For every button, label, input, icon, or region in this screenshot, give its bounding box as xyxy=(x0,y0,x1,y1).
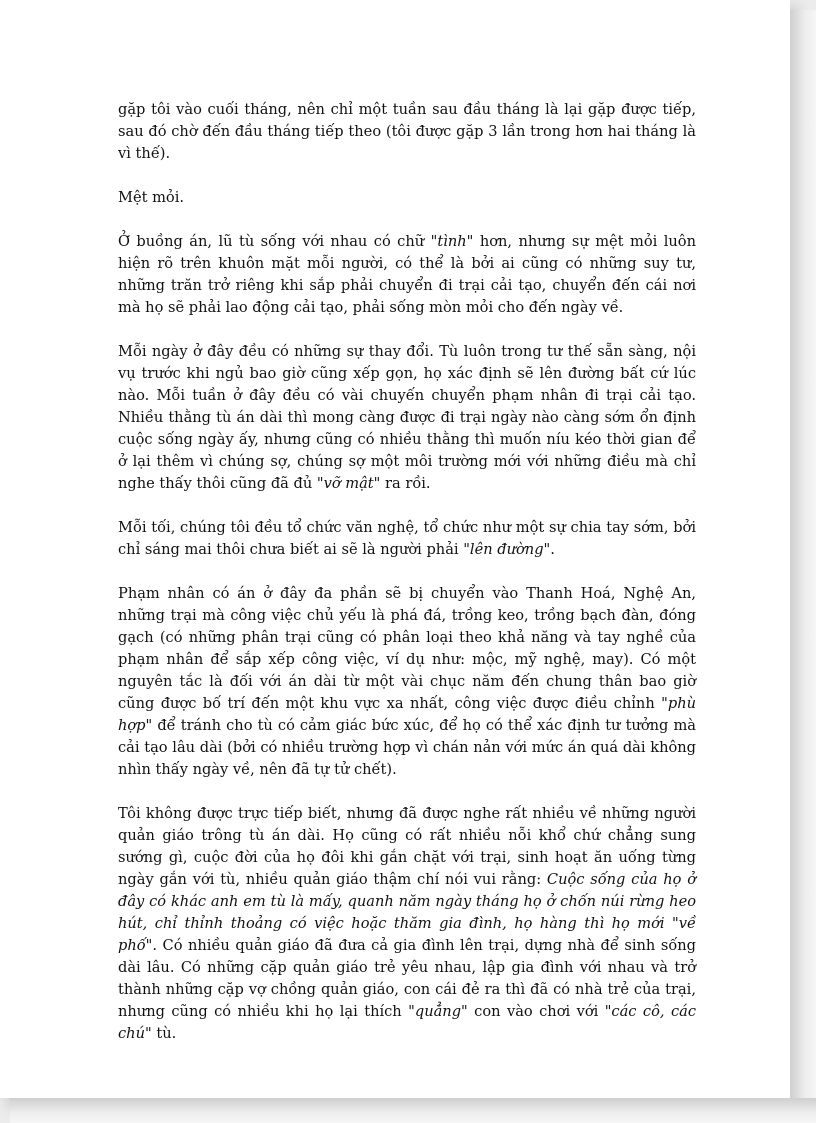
paragraph-5-emphasis: "lên đường" xyxy=(463,541,551,558)
paragraph-5 xyxy=(118,517,696,561)
paragraph-4-text-a: Mỗi ngày ở đây đều có những sự thay đổi. Tù luôn trong tư thế sẵn sàng, nội vụ trước khi ngủ bao giờ cũng xếp gọn, họ xác định sẽ lên đường bất cứ lúc nào. Mỗi tuần ở đây đều có vài chuyến chuyển phạm nhân đi trại cải tạo. Nhiều thằng tù án dài thì mong càng được đi trại ngày nào càng sớm ổn định cuộc sống ngày ấy, nhưng cũng có nhiều thằng thì muốn níu kéo thời gian để ở lại thêm vì chúng sợ, chúng sợ một môi trường mới với những điều mà chỉ nghe thấy thôi cũng đã đủ xyxy=(118,343,696,492)
paragraph-2-text: Mệt mỏi. xyxy=(118,189,185,206)
paragraph-6-text-a: Phạm nhân có án ở đây đa phần sẽ bị chuyển vào Thanh Hoá, Nghệ An, những trại mà công việc chủ yếu là phá đá, trồng keo, trồng bạch đàn, đóng gạch (có những phân trại cũng có phân loại theo khả năng và tay nghề của phạm nhân để sắp xếp công việc, ví dụ như: mộc, mỹ nghệ, may). Có một nguyên tắc là đối với án dài từ một vài chục năm đến chung thân bao giờ cũng được bố trí đến một khu vực xa nhất, công việc được điều chỉnh xyxy=(118,585,696,712)
paragraph-6-emphasis: "phù hợp" xyxy=(118,695,696,734)
paragraph-3-text-a: Ở buồng án, lũ tù sống với nhau có chữ xyxy=(118,233,431,250)
paragraph-7-quote: Cuộc sống của họ ở đây có khác anh em tù là mấy, quanh năm ngày tháng họ ở chốn núi rừng heo hút, chỉ thỉnh thoảng có việc hoặc thăm gia đình, họ hàng thì họ mới "về phố". xyxy=(118,871,697,954)
paragraph-7 xyxy=(118,803,696,1045)
paragraph-7-emphasis-1: "quẳng" xyxy=(408,1003,468,1020)
paragraph-7-text-c: Có nhiều quản giáo đã đưa cả gia đình lên trại, dựng nhà để sinh sống dài lâu. Có những cặp quản giáo trẻ yêu nhau, lập gia đình với nhau và trở thành những cặp vợ chồng quản giáo, con cái đẻ ra thì đã có nhà trẻ của trại, nhưng cũng có nhiều khi họ lại thích xyxy=(118,937,696,1020)
paragraph-2 xyxy=(118,187,696,209)
paragraph-4 xyxy=(118,341,696,495)
paragraph-3 xyxy=(118,231,696,319)
paragraph-3-emphasis: "tình" xyxy=(430,233,474,250)
paragraph-7-text-a: Tôi không được trực tiếp biết, nhưng đã được nghe rất nhiều về những người quản giáo trông tù án dài. Họ cũng có rất nhiều nỗi khổ chứ chẳng sung sướng gì, cuộc đời của họ đôi khi gắn chặt với trại, sinh hoạt ăn uống từng ngày gắn với tù, nhiều quản giáo thậm chí nói vui rằng: xyxy=(118,805,696,888)
paragraph-7-emphasis-2: "các cô, các chú" xyxy=(118,1003,696,1042)
page-shadow-right xyxy=(790,10,816,1123)
page-shadow-bottom xyxy=(10,1098,816,1123)
paragraph-7-text-g: tù. xyxy=(151,1025,177,1042)
paragraph-4-emphasis: "vỡ mật" xyxy=(316,475,381,492)
paragraph-4-text-c: ra rồi. xyxy=(380,475,431,492)
page-body xyxy=(118,99,696,1067)
paragraph-6-text-c: để tránh cho tù có cảm giác bức xúc, để họ có thể xác định tư tưởng mà cải tạo lâu dài (bởi có nhiều trường hợp vì chán nản với mức án quá dài không nhìn thấy ngày về, nên đã tự tử chết). xyxy=(118,717,696,778)
paragraph-3-text-c: hơn, nhưng sự mệt mỏi luôn hiện rõ trên khuôn mặt mỗi người, có thể là bởi ai cũng có những suy tư, những trăn trở riêng khi sắp phải chuyển đi trại cải tạo, chuyển đến cái nơi mà họ sẽ phải lao động cải tạo, phải sống mòn mỏi cho đến ngày về. xyxy=(118,233,696,316)
paragraph-6 xyxy=(118,583,696,781)
paragraph-5-text-a: Mỗi tối, chúng tôi đều tổ chức văn nghệ, tổ chức như một sự chia tay sớm, bởi chỉ sáng mai thôi chưa biết ai sẽ là người phải xyxy=(118,519,696,558)
paragraph-5-text-c: . xyxy=(550,541,555,558)
paragraph-1 xyxy=(118,99,696,165)
paragraph-7-text-e: con vào chơi với xyxy=(467,1003,605,1020)
paragraph-1-text: gặp tôi vào cuối tháng, nên chỉ một tuần sau đầu tháng là lại gặp được tiếp, sau đó chờ đến đầu tháng tiếp theo (tôi được gặp 3 lần trong hơn hai tháng là vì thế). xyxy=(118,101,696,162)
